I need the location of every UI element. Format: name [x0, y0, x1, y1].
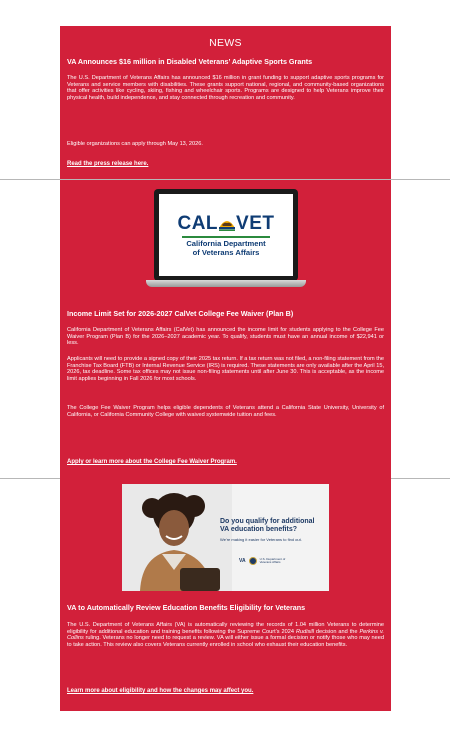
article-para-2: Applicants will need to provide a signed copy of their 2025 tax return. If a tax return was not filed, a non-filing statement from the Franchise Tax Board (FTB) or Internal Revenue Service (IRS) is required. These statements are only available after the April 15, 2026, tax deadline. Some tax offices may not issue non-filing statements until after June 30. This is acceptable, as the income limit applies beginning in Fall 2026 for most schools.	[67, 356, 384, 382]
article-body: The U.S. Department of Veterans Affairs has announced $16 million in grant funding to support adaptive sports programs for Veterans and service members with disabilities. These grants support national, regional, and community-based organizations that offer activities like cycling, skiing, fishing and wheelchair sports. Programs are designed to help Veterans improve their physical health, build independence, and stay connected through recreation and community.	[67, 75, 384, 101]
calvet-laptop-image	[146, 189, 306, 294]
article-headline: Income Limit Set for 2026-2027 CalVet College Fee Waiver (Plan B)	[67, 309, 294, 318]
logo-underline	[182, 236, 270, 238]
article-headline: VA to Automatically Review Education Benefits Eligibility for Veterans	[67, 603, 306, 612]
calvet-logo: CAL VET	[177, 213, 275, 234]
article-headline: VA Announces $16 million in Disabled Veterans’ Adaptive Sports Grants	[67, 57, 313, 66]
va-seal-icon	[249, 557, 257, 565]
fee-waiver-link[interactable]: Apply or learn more about the College Fee Waiver Program.	[67, 459, 237, 465]
calvet-subtitle: California Department of Veterans Affairs	[186, 239, 266, 257]
laptop-base	[146, 280, 306, 287]
ad-subtitle: We're making it easier for Veterans to find out.	[220, 537, 302, 542]
eligibility-link[interactable]: Learn more about eligibility and how the changes may affect you.	[67, 688, 254, 694]
bear-sun-icon	[218, 216, 236, 232]
person-photo	[122, 484, 232, 591]
education-benefits-ad-image	[122, 484, 329, 591]
news-section-adaptive-sports	[60, 26, 391, 180]
ad-question: Do you qualify for additional VA education benefits?	[220, 518, 315, 533]
press-release-link[interactable]: Read the press release here.	[67, 161, 149, 167]
news-heading: NEWS	[209, 37, 242, 49]
article-eligibility: Eligible organizations can apply through May 13, 2026.	[67, 141, 203, 147]
va-logo: VA U.S. Department of Veterans Affairs	[239, 556, 286, 564]
article-para-3: The College Fee Waiver Program helps eligible dependents of Veterans attend a California State University, University of California, or California Community College with waived systemwide tuition and fees.	[67, 405, 384, 418]
news-section-fee-waiver	[60, 180, 391, 478]
news-section-education-benefits	[60, 478, 391, 711]
article-para-1: California Department of Veterans Affairs (CalVet) has announced the income limit for students applying to the College Fee Waiver Program (Plan B) for the 2026–2027 academic year. To qualify, students must have an annual income of $22,941 or less.	[67, 327, 384, 347]
article-body: The U.S. Department of Veterans Affairs (VA) is automatically reviewing the records of 1.04 million Veterans to determine eligibility for additional education and training benefits following the Supreme Court’s 2024 Rudisill decision and the Perkins v. Collins ruling. Veterans no longer need to request a review. VA will either issue a formal decision or notify those who may need to take action. This review also covers Veterans currently enrolled in school who exhaust their education benefits.	[67, 622, 384, 648]
